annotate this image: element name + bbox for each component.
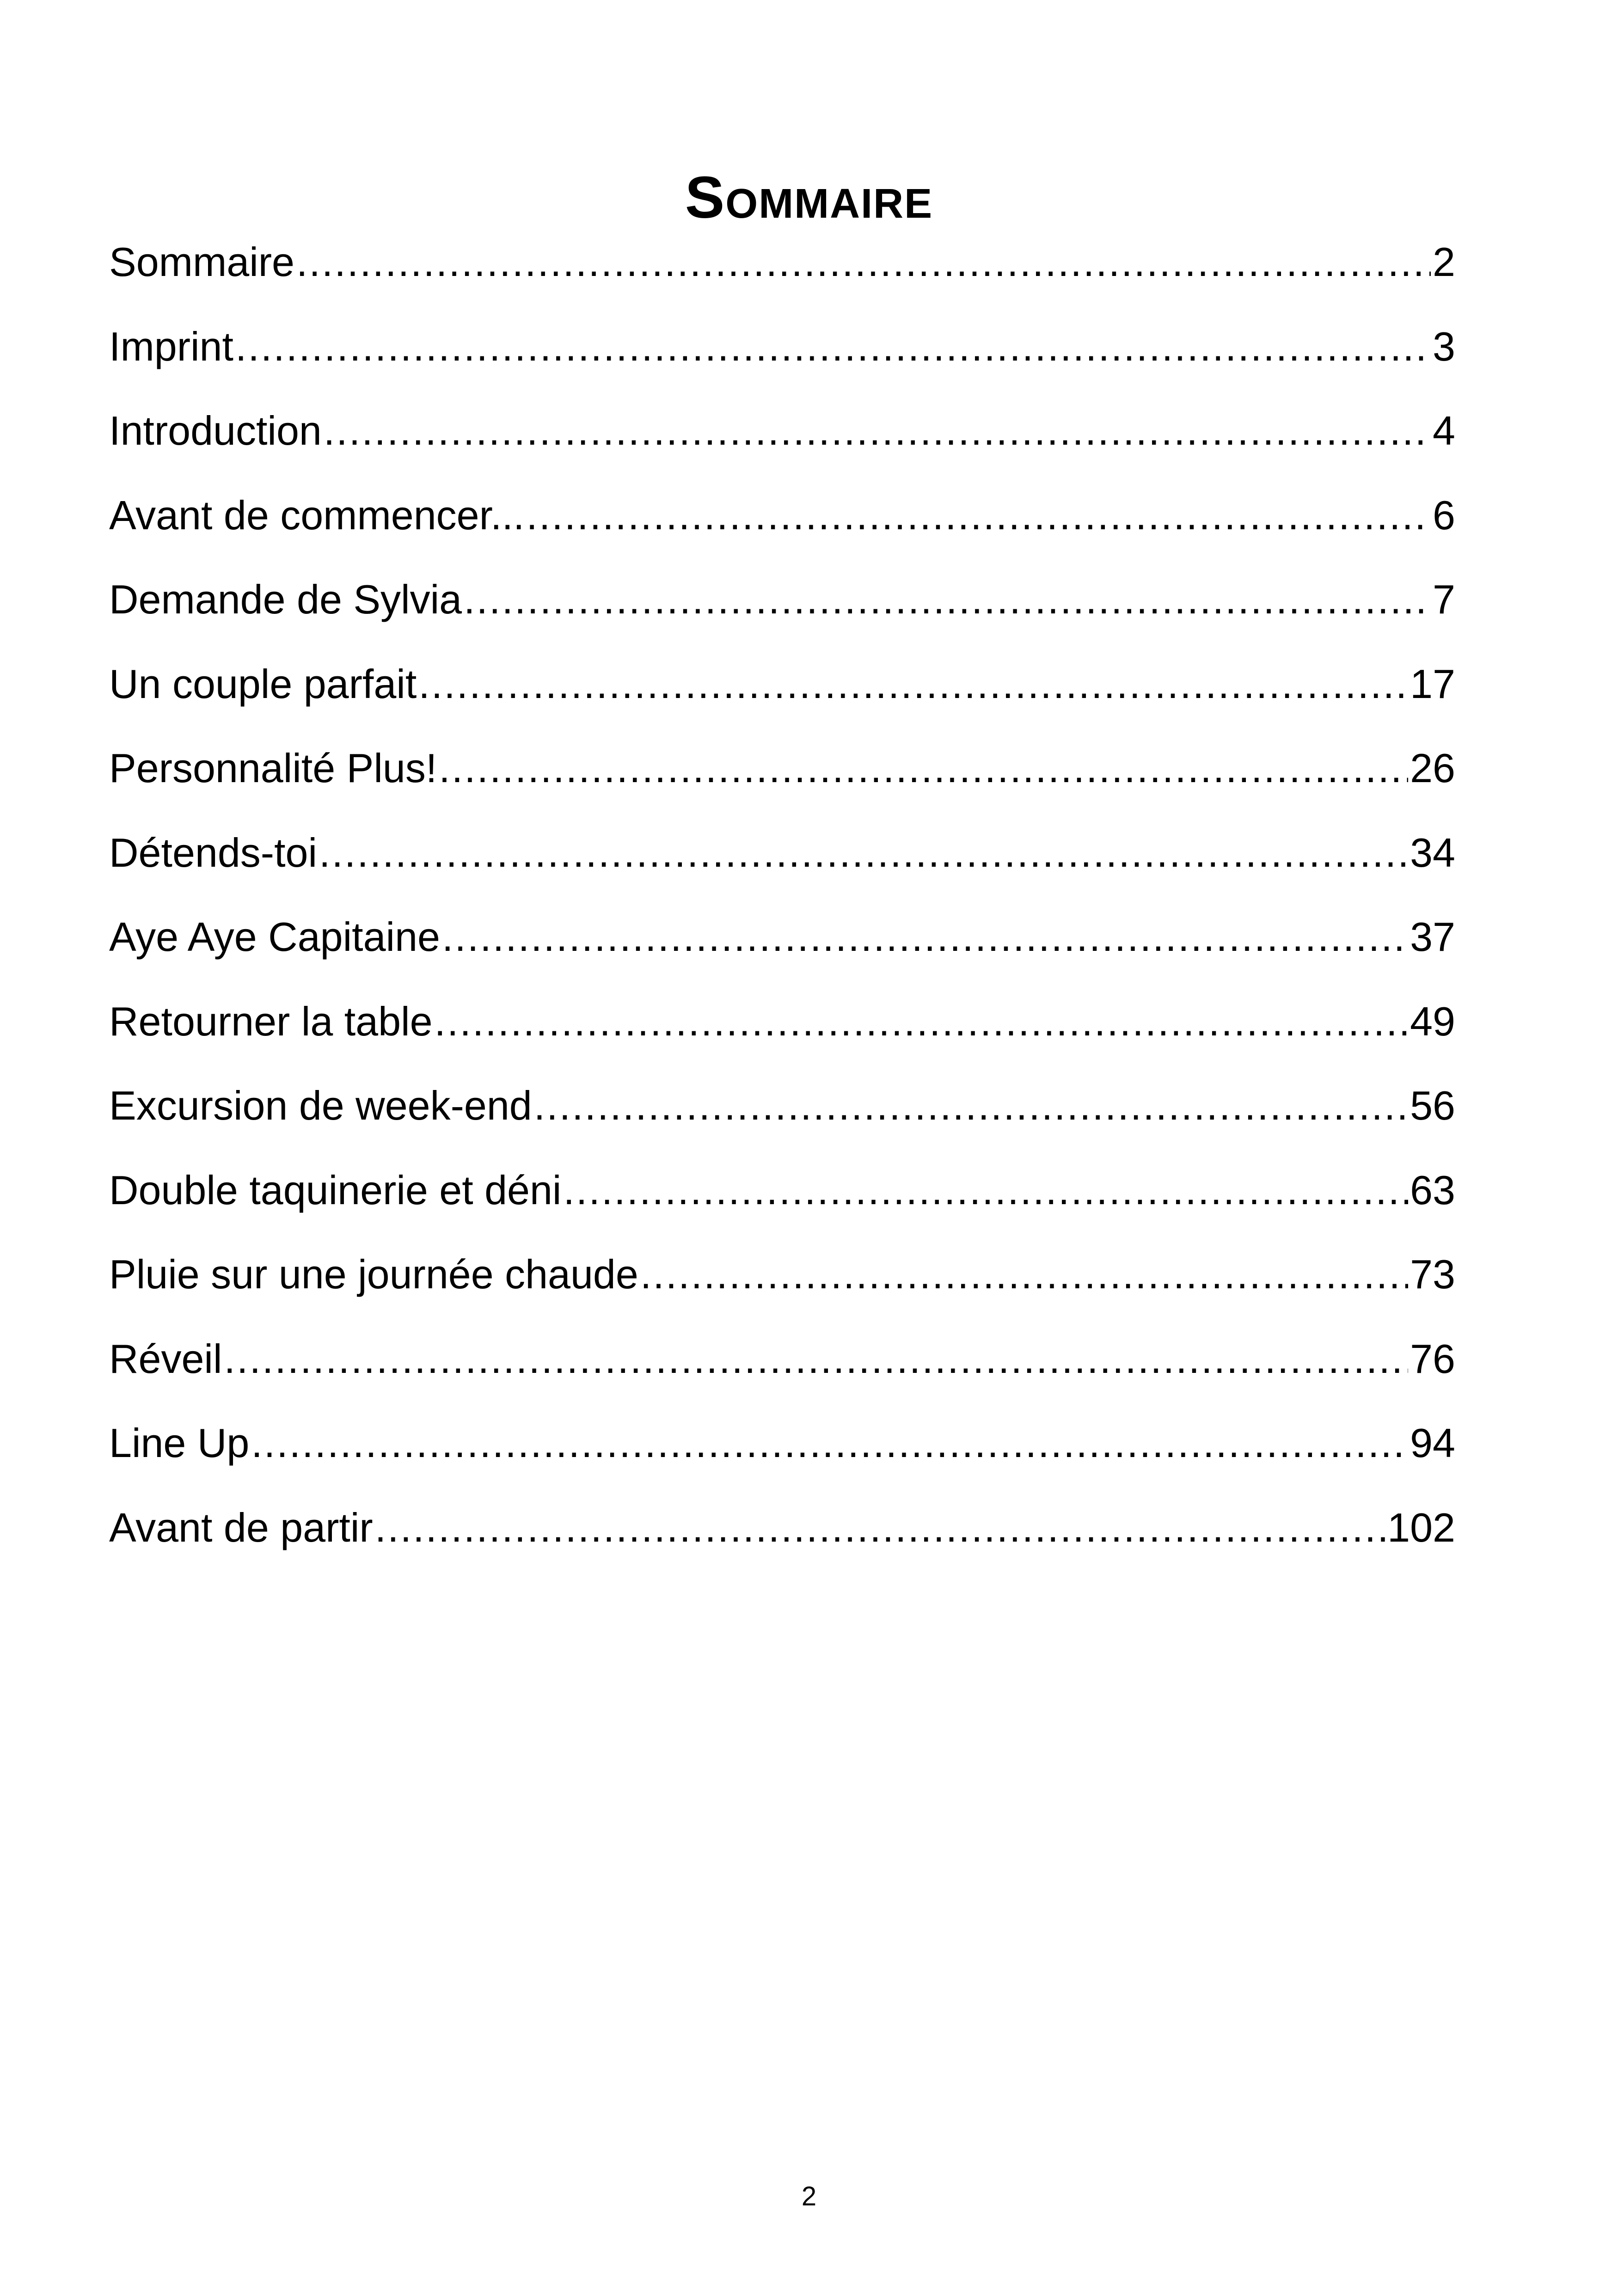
toc-entry-page: 4 — [1433, 408, 1455, 453]
toc-entry[interactable] — [109, 654, 1455, 739]
toc-dot-leader — [296, 232, 1431, 292]
toc-entry-page: 63 — [1410, 1167, 1455, 1213]
toc-dot-leader — [224, 1329, 1409, 1389]
toc-entry-page: 49 — [1410, 998, 1455, 1044]
toc-dot-leader — [439, 738, 1408, 798]
toc-entry-label: Excursion de week-end — [109, 1083, 532, 1128]
toc-dot-leader — [640, 1244, 1408, 1304]
toc-dot-leader — [324, 401, 1431, 461]
toc-entry-page: 76 — [1410, 1335, 1455, 1382]
toc-entry[interactable] — [109, 1329, 1455, 1414]
toc-entry-page: 17 — [1410, 661, 1455, 707]
toc-entry[interactable] — [109, 401, 1455, 485]
toc-entry-label: Réveil — [109, 1335, 222, 1382]
toc-dot-leader — [563, 1160, 1408, 1220]
toc-entry-label: Introduction — [109, 408, 322, 453]
toc-entry-label: Line Up — [109, 1420, 250, 1466]
table-of-contents — [109, 232, 1455, 1582]
toc-entry-page: 26 — [1410, 745, 1455, 791]
toc-dot-leader — [526, 485, 1431, 545]
page-number: 2 — [801, 2181, 817, 2211]
toc-entry-label: Un couple parfait — [109, 661, 417, 707]
toc-entry[interactable] — [109, 823, 1455, 907]
toc-entry[interactable] — [109, 1413, 1455, 1498]
toc-entry-label: Personnalité Plus! — [109, 745, 437, 791]
toc-entry-label: Avant de commencer... — [109, 492, 525, 538]
toc-entry-page: 6 — [1433, 492, 1455, 538]
toc-entry-label: Imprint — [109, 323, 233, 369]
toc-entry-page: 34 — [1410, 829, 1455, 876]
toc-entry[interactable] — [109, 1244, 1455, 1329]
toc-entry[interactable] — [109, 907, 1455, 992]
toc-dot-leader — [435, 992, 1409, 1052]
toc-dot-leader — [464, 569, 1431, 630]
toc-entry[interactable] — [109, 1076, 1455, 1160]
toc-dot-leader — [235, 317, 1431, 377]
toc-entry-label: Détends-toi — [109, 829, 318, 876]
toc-entry-label: Avant de partir — [109, 1504, 373, 1550]
toc-dot-leader — [442, 907, 1408, 967]
toc-entry[interactable] — [109, 1160, 1455, 1245]
toc-entry-page: 2 — [1433, 239, 1455, 285]
toc-entry-page: 56 — [1410, 1083, 1455, 1128]
toc-entry[interactable] — [109, 485, 1455, 570]
toc-dot-leader — [319, 823, 1408, 883]
toc-entry[interactable] — [109, 232, 1455, 317]
toc-entry-page: 102 — [1387, 1504, 1455, 1550]
toc-entry-label: Pluie sur une journée chaude — [109, 1251, 638, 1297]
toc-dot-leader — [251, 1413, 1408, 1473]
toc-dot-leader — [375, 1498, 1385, 1558]
toc-entry[interactable] — [109, 317, 1455, 401]
toc-entry-page: 3 — [1433, 323, 1455, 369]
toc-entry-label: Sommaire — [109, 239, 294, 285]
toc-entry-page: 94 — [1410, 1420, 1455, 1466]
toc-dot-leader — [418, 654, 1408, 714]
toc-entry[interactable] — [109, 569, 1455, 654]
toc-entry-page: 73 — [1410, 1251, 1455, 1297]
page-title: Sommaire — [685, 164, 933, 231]
toc-entry-label: Aye Aye Capitaine — [109, 914, 440, 960]
toc-entry[interactable] — [109, 738, 1455, 823]
toc-entry-label: Demande de Sylvia — [109, 576, 462, 622]
toc-entry-page: 7 — [1433, 576, 1455, 622]
toc-entry[interactable] — [109, 1498, 1455, 1582]
toc-dot-leader — [534, 1076, 1408, 1136]
toc-entry-page: 37 — [1410, 914, 1455, 960]
toc-entry[interactable] — [109, 992, 1455, 1076]
toc-entry-label: Retourner la table — [109, 998, 433, 1044]
toc-entry-label: Double taquinerie et déni — [109, 1167, 562, 1213]
